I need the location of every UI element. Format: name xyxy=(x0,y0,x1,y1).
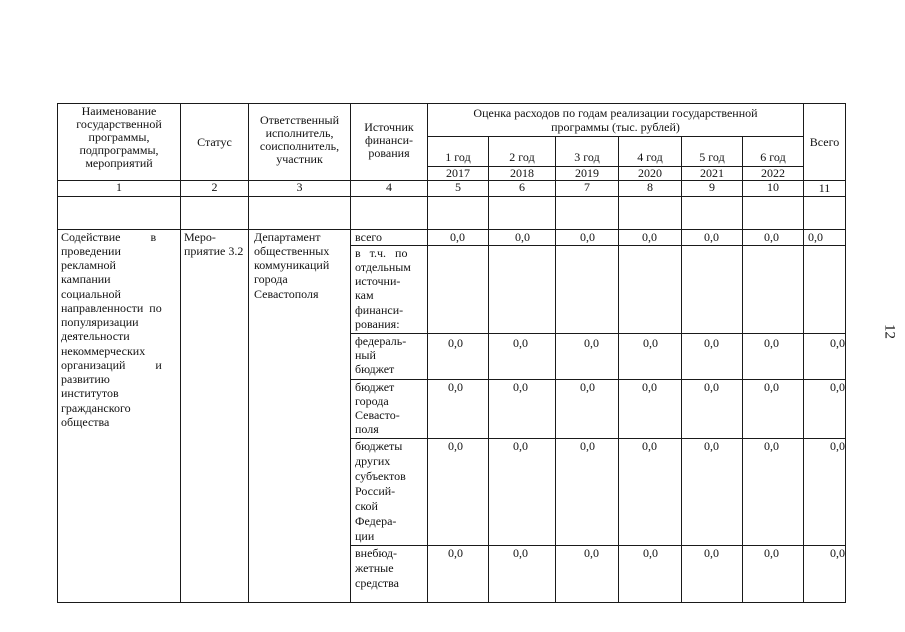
status-line: Меро- xyxy=(184,230,216,244)
year-label-3: 3 год xyxy=(574,150,600,164)
table-line-src-1 xyxy=(350,245,845,246)
total-cell: 0,0 xyxy=(830,546,845,560)
year-label-5: 5 год xyxy=(699,150,725,164)
source-label: других xyxy=(355,454,391,468)
table-border-bottom xyxy=(57,602,845,603)
col-number-1: 1 xyxy=(116,180,122,194)
value-cell: 0,0 xyxy=(642,230,657,244)
source-label: в т.ч. по xyxy=(355,246,408,260)
col-number-5: 5 xyxy=(455,180,461,194)
header-name-line-4: мероприятий xyxy=(85,156,153,170)
year-value-4: 2020 xyxy=(638,166,662,180)
header-name-line-1: государственной xyxy=(76,117,162,131)
col-number-8: 8 xyxy=(647,180,653,194)
year-label-2: 2 год xyxy=(509,150,535,164)
header-name-line-0: Наименование xyxy=(81,104,157,118)
year-label-4: 4 год xyxy=(637,150,663,164)
table-col-sep-5 xyxy=(488,136,489,603)
activity-name-line: проведении xyxy=(61,244,121,258)
activity-name-line: некоммерческих xyxy=(61,344,146,358)
source-label: финанси- xyxy=(355,303,404,317)
source-label: ный xyxy=(355,348,376,362)
year-value-5: 2021 xyxy=(700,166,724,180)
source-label: бюджет xyxy=(355,380,395,394)
value-cell: 0,0 xyxy=(764,439,779,453)
col-number-7: 7 xyxy=(584,180,590,194)
value-cell: 0,0 xyxy=(513,380,528,394)
table-col-sep-8 xyxy=(681,136,682,603)
table-col-sep-1 xyxy=(180,103,181,603)
total-cell: 0,0 xyxy=(830,380,845,394)
source-label: отдельным xyxy=(355,260,411,274)
source-label: бюджет xyxy=(355,362,395,376)
status-line: приятие 3.2 xyxy=(184,244,244,258)
header-source-line-0: Источник xyxy=(364,120,414,134)
table-border-right xyxy=(845,103,846,603)
header-status: Статус xyxy=(197,135,232,149)
header-responsible-line-0: Ответственный xyxy=(259,113,340,127)
activity-name-line: институтов xyxy=(61,386,119,400)
source-label: средства xyxy=(355,576,400,590)
col-number-2: 2 xyxy=(211,180,218,194)
value-cell: 0,0 xyxy=(515,230,530,244)
value-cell: 0,0 xyxy=(448,336,463,350)
table-col-sep-3 xyxy=(350,103,351,603)
value-cell: 0,0 xyxy=(513,439,528,453)
header-source-line-2: рования xyxy=(368,146,410,160)
year-value-1: 2017 xyxy=(446,166,470,180)
value-cell: 0,0 xyxy=(580,380,595,394)
header-responsible-line-3: участник xyxy=(276,152,323,166)
header-estimate-line-1: программы (тыс. рублей) xyxy=(551,120,680,134)
value-cell: 0,0 xyxy=(513,546,528,560)
value-cell: 0,0 xyxy=(764,230,779,244)
value-cell: 0,0 xyxy=(580,439,595,453)
table-line-src-2 xyxy=(350,333,845,334)
activity-name-line: кампании xyxy=(61,272,111,286)
value-cell: 0,0 xyxy=(580,230,595,244)
year-value-6: 2022 xyxy=(761,166,785,180)
header-name-line-3: подпрограммы, xyxy=(79,143,159,157)
activity-name-line: организаций и xyxy=(61,358,162,372)
value-cell: 0,0 xyxy=(764,380,779,394)
table-border-top xyxy=(57,103,845,104)
header-responsible-line-2: соисполнитель, xyxy=(259,139,340,153)
value-cell: 0,0 xyxy=(448,546,463,560)
responsible-line: Севастополя xyxy=(254,287,319,301)
source-label: ции xyxy=(355,529,375,543)
value-cell: 0,0 xyxy=(642,380,657,394)
value-cell: 0,0 xyxy=(704,336,719,350)
value-cell: 0,0 xyxy=(764,336,779,350)
total-cell: 0,0 xyxy=(830,336,845,350)
header-responsible-line-1: исполнитель, xyxy=(265,126,334,140)
source-label: Федера- xyxy=(355,514,397,528)
header-name-line-2: программы, xyxy=(88,130,150,144)
value-cell: 0,0 xyxy=(643,546,658,560)
value-cell: 0,0 xyxy=(450,230,465,244)
source-label: бюджеты xyxy=(355,439,403,453)
value-cell: 0,0 xyxy=(448,439,463,453)
value-cell: 0,0 xyxy=(704,380,719,394)
source-label: ской xyxy=(355,499,378,513)
source-label: внебюд- xyxy=(355,546,397,560)
responsible-line: города xyxy=(254,272,288,286)
table-line-colnums-bottom xyxy=(57,196,845,197)
col-number-3: 3 xyxy=(296,180,303,194)
value-cell: 0,0 xyxy=(584,336,599,350)
table-col-sep-9 xyxy=(742,136,743,603)
source-label: рования: xyxy=(355,317,400,331)
year-value-3: 2019 xyxy=(575,166,599,180)
source-label: жетные xyxy=(355,561,394,575)
col-number-10: 10 xyxy=(767,180,779,194)
source-label: источни- xyxy=(355,274,401,288)
activity-name-line: популяризации xyxy=(61,315,139,329)
source-label: федераль- xyxy=(355,334,407,348)
activity-name-line: гражданского xyxy=(61,401,131,415)
source-label: всего xyxy=(355,230,383,244)
value-cell: 0,0 xyxy=(704,439,719,453)
responsible-line: Департамент xyxy=(254,230,321,244)
activity-name-line: социальной xyxy=(61,287,121,301)
value-cell: 0,0 xyxy=(643,336,658,350)
value-cell: 0,0 xyxy=(704,230,719,244)
col-number-11: 11 xyxy=(818,181,831,195)
table-border-left xyxy=(57,103,58,603)
source-label: города xyxy=(355,394,389,408)
table-col-sep-10 xyxy=(803,103,804,603)
source-label: кам xyxy=(355,288,374,302)
responsible-line: общественных xyxy=(254,244,330,258)
activity-name-line: рекламной xyxy=(61,258,116,272)
header-estimate-line-0: Оценка расходов по годам реализации государственной xyxy=(473,106,758,120)
source-label: Россий- xyxy=(355,484,396,498)
table-col-sep-7 xyxy=(618,136,619,603)
activity-name-line: деятельности xyxy=(61,329,130,343)
col-number-4: 4 xyxy=(386,180,392,194)
activity-name-line: направленности по xyxy=(61,301,162,315)
value-cell: 0,0 xyxy=(448,380,463,394)
source-label: поля xyxy=(355,422,379,436)
table-col-sep-2 xyxy=(248,103,249,603)
total-cell: 0,0 xyxy=(830,439,845,453)
table-line-estimate-sub xyxy=(427,136,803,137)
total-cell: 0,0 xyxy=(808,230,823,244)
responsible-line: коммуникаций xyxy=(254,258,330,272)
value-cell: 0,0 xyxy=(764,546,779,560)
col-number-6: 6 xyxy=(519,180,525,194)
value-cell: 0,0 xyxy=(584,546,599,560)
value-cell: 0,0 xyxy=(704,546,719,560)
activity-name-line: развитию xyxy=(61,372,110,386)
year-label-1: 1 год xyxy=(445,150,471,164)
value-cell: 0,0 xyxy=(513,336,528,350)
source-label: субъектов xyxy=(355,469,406,483)
col-number-9: 9 xyxy=(709,180,715,194)
header-source-line-1: финанси- xyxy=(364,133,414,147)
value-cell: 0,0 xyxy=(642,439,657,453)
year-label-6: 6 год xyxy=(760,150,786,164)
activity-name-line: Содействие в xyxy=(61,230,157,244)
year-value-2: 2018 xyxy=(510,166,534,180)
header-total: Всего xyxy=(809,135,840,149)
table-col-sep-6 xyxy=(555,136,556,603)
activity-name-line: общества xyxy=(61,415,110,429)
page-number: 12 xyxy=(881,324,898,339)
source-label: Севасто- xyxy=(355,408,400,422)
